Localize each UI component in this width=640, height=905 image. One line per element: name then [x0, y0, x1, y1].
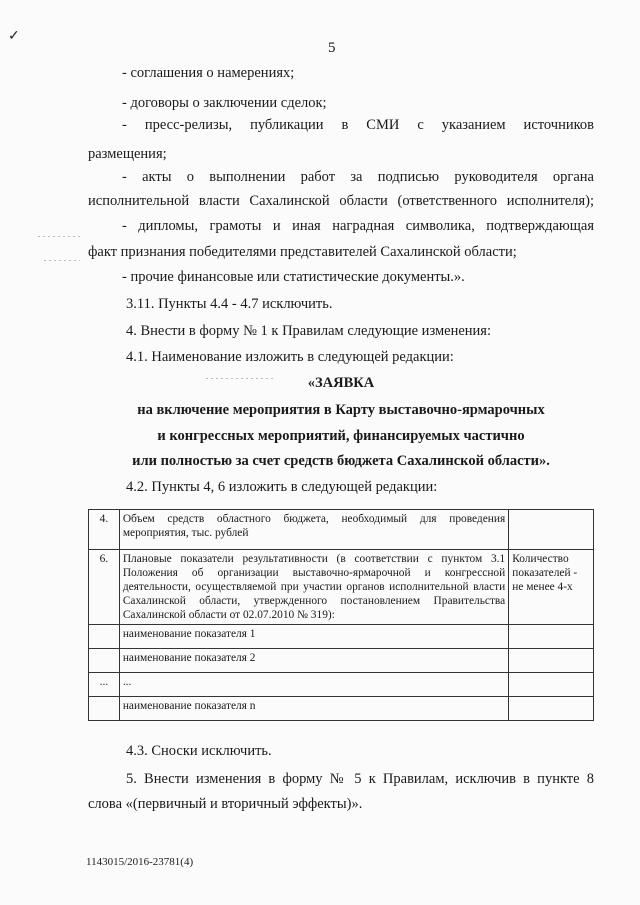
table-row	[89, 649, 594, 673]
table-cell-text: наименование показателя 2	[119, 649, 508, 673]
text-line: слова «(первичный и вторичный эффекты)».	[88, 796, 363, 812]
table-cell-right	[509, 649, 594, 673]
text-line: 5. Внести изменения в форму № 5 к Правилам, исключив в пункте 8	[126, 771, 594, 787]
table-row	[89, 625, 594, 649]
page-number: 5	[328, 40, 336, 56]
text-line: - договоры о заключении сделок;	[122, 95, 327, 111]
heading-line: и конгрессных мероприятий, финансируемых частично	[157, 428, 525, 444]
text-line: 3.11. Пункты 4.4 - 4.7 исключить.	[126, 296, 333, 312]
text-line: - прочие финансовые или статистические документы.».	[122, 269, 465, 285]
table-row	[89, 510, 594, 550]
table-cell-num	[89, 625, 120, 649]
text-line: 4.2. Пункты 4, 6 изложить в следующей редакции:	[126, 479, 438, 495]
table-cell-right	[509, 697, 594, 721]
table-cell-right	[509, 510, 594, 550]
table-cell-text: наименование показателя 1	[119, 625, 508, 649]
heading-line: на включение мероприятия в Карту выставочно-ярмарочных	[137, 402, 545, 418]
table-row	[89, 673, 594, 697]
heading-line: «ЗАЯВКА	[307, 375, 375, 391]
text-line: исполнительной власти Сахалинской области (ответственного исполнителя);	[88, 193, 594, 209]
text-line: 4.3. Сноски исключить.	[126, 743, 272, 759]
table-cell-text: Плановые показатели результативности (в соответствии с пунктом 3.1 Положения об организации выставочно-ярмарочной и конгрессной деятельности, осуществляемой при участии органов исполнительной власти Сахалинской области, утвержденного постановлением Правительства Сахалинской области от 02.07.2010 № 319):	[119, 550, 508, 625]
table-cell-text: ...	[119, 673, 508, 697]
scan-noise	[44, 260, 80, 261]
table-cell-num: ...	[89, 673, 120, 697]
table-cell-text: Объем средств областного бюджета, необходимый для проведения мероприятия, тыс. рублей	[119, 510, 508, 550]
table-cell-num: 4.	[89, 510, 120, 550]
scan-noise	[38, 236, 82, 237]
document-code: 1143015/2016-23781(4)	[86, 856, 194, 868]
table-cell-num: 6.	[89, 550, 120, 625]
margin-check-mark: ✓	[8, 29, 20, 44]
text-line: - дипломы, грамоты и иная наградная символика, подтверждающая	[122, 218, 594, 234]
table-cell-right	[509, 625, 594, 649]
table-cell-right	[509, 673, 594, 697]
table-cell-num	[89, 649, 120, 673]
table-cell-text: наименование показателя n	[119, 697, 508, 721]
table-cell-num	[89, 697, 120, 721]
text-line: - акты о выполнении работ за подписью руководителя органа	[122, 169, 594, 185]
table-row	[89, 550, 594, 625]
form-table	[88, 509, 594, 721]
table-row	[89, 697, 594, 721]
text-line: - пресс-релизы, публикации в СМИ с указанием источников	[122, 117, 594, 133]
heading-line: или полностью за счет средств бюджета Сахалинской области».	[132, 453, 550, 469]
text-line: 4.1. Наименование изложить в следующей редакции:	[126, 349, 454, 365]
text-line: 4. Внести в форму № 1 к Правилам следующие изменения:	[126, 323, 491, 339]
table-cell-right: Количество показателей - не менее 4-х	[509, 550, 594, 625]
text-line: - соглашения о намерениях;	[122, 65, 295, 81]
text-line: размещения;	[88, 146, 167, 162]
text-line: факт признания победителями представителей Сахалинской области;	[88, 244, 517, 260]
